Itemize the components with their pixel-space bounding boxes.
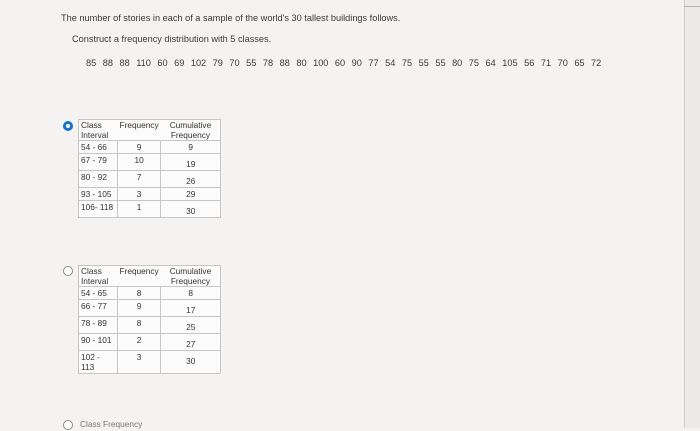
data-value: 75 [401,58,413,68]
data-value: 88 [119,58,130,68]
class-interval: 90 - 101 [81,335,112,345]
cumulative-value: 8 [188,288,194,298]
cumulative-value: 17 [186,305,196,315]
cumulative-value: 30 [186,356,196,366]
header-cum-frequency: Frequency [170,130,211,140]
cumulative-value: 9 [188,142,194,152]
class-interval: 93 - 105 [81,189,112,199]
cumulative-value: 26 [186,176,196,186]
data-value: 55 [418,58,429,68]
data-value: 55 [435,58,446,68]
option-2-table[interactable] [78,265,221,374]
class-interval: 54 - 66 [81,142,107,152]
header-frequency: Frequency [119,266,159,276]
data-value: 77 [368,58,379,68]
cumulative-value: 27 [186,339,196,349]
frequency-value: 8 [136,318,142,328]
option-3-radio[interactable] [63,420,73,430]
window-edge-divider [684,6,700,7]
data-value: 56 [524,58,535,68]
table-row [79,171,221,188]
frequency-value: 2 [136,335,142,345]
data-value: 78 [262,58,274,68]
data-value: 70 [557,58,568,68]
header-frequency: Frequency [119,120,159,130]
option-3-header: Class Frequency [80,419,143,429]
table-row [79,300,221,317]
data-value: 80 [452,58,463,68]
option-1-table[interactable] [78,119,221,218]
class-interval: 66 - 77 [81,301,107,311]
data-value: 71 [540,58,552,68]
class-interval: 54 - 65 [81,288,107,298]
frequency-value: 8 [136,288,142,298]
data-value: 88 [102,58,113,68]
data-value: 54 [385,58,396,68]
header-interval: Interval [81,276,109,286]
header-class: Class [81,266,102,276]
data-value: 75 [468,58,480,68]
option-2-radio[interactable] [63,266,73,276]
data-value: 70 [229,58,240,68]
data-value: 110 [136,58,151,68]
data-value: 85 [86,58,97,68]
header-cumulative: Cumulative [169,266,212,276]
frequency-value: 3 [136,352,142,362]
data-value: 100 [313,58,329,68]
data-value: 79 [212,58,223,68]
class-interval: 80 - 92 [81,172,107,182]
header-cum-frequency: Frequency [170,276,211,286]
data-value: 102 [190,58,207,68]
class-interval: 102 - 113 [81,352,100,372]
instruction-text: Construct a frequency distribution with 5 classes. [72,34,272,44]
class-interval: 67 - 79 [81,155,107,165]
table-row [79,334,221,351]
frequency-value: 10 [134,155,144,165]
data-value: 60 [157,58,168,68]
data-values-list [86,58,608,68]
frequency-value: 3 [136,189,142,199]
data-value: 55 [246,58,257,68]
cumulative-value: 30 [186,206,196,216]
table-row [79,188,221,201]
cumulative-value: 29 [186,189,196,199]
data-value: 105 [502,58,518,68]
table-row [79,201,221,218]
window-edge [684,0,700,428]
frequency-value: 9 [136,142,142,152]
data-value: 69 [174,58,185,68]
data-value: 65 [574,58,585,68]
header-class: Class [81,120,102,130]
data-value: 90 [351,58,362,68]
data-value: 88 [279,58,290,68]
header-cumulative: Cumulative [169,120,212,130]
table-row [79,351,221,374]
header-interval: Interval [81,130,109,140]
table-row [79,317,221,334]
table-row [79,287,221,300]
frequency-value: 1 [136,202,142,212]
option-3-table-partial[interactable] [80,419,202,431]
data-value: 60 [334,58,346,68]
question-text: The number of stories in each of a sample of the world's 30 tallest buildings follows. [61,13,401,23]
cumulative-value: 25 [186,322,196,332]
frequency-value: 7 [136,172,142,182]
frequency-value: 9 [136,301,142,311]
table-row [79,141,221,154]
data-value: 72 [591,58,602,68]
class-interval: 106- 118 [81,202,114,212]
option-1-radio[interactable] [63,121,73,131]
class-interval: 78 - 89 [81,318,107,328]
cumulative-value: 19 [186,159,196,169]
data-value: 64 [485,58,496,68]
data-value: 80 [296,58,307,68]
table-row [79,154,221,171]
